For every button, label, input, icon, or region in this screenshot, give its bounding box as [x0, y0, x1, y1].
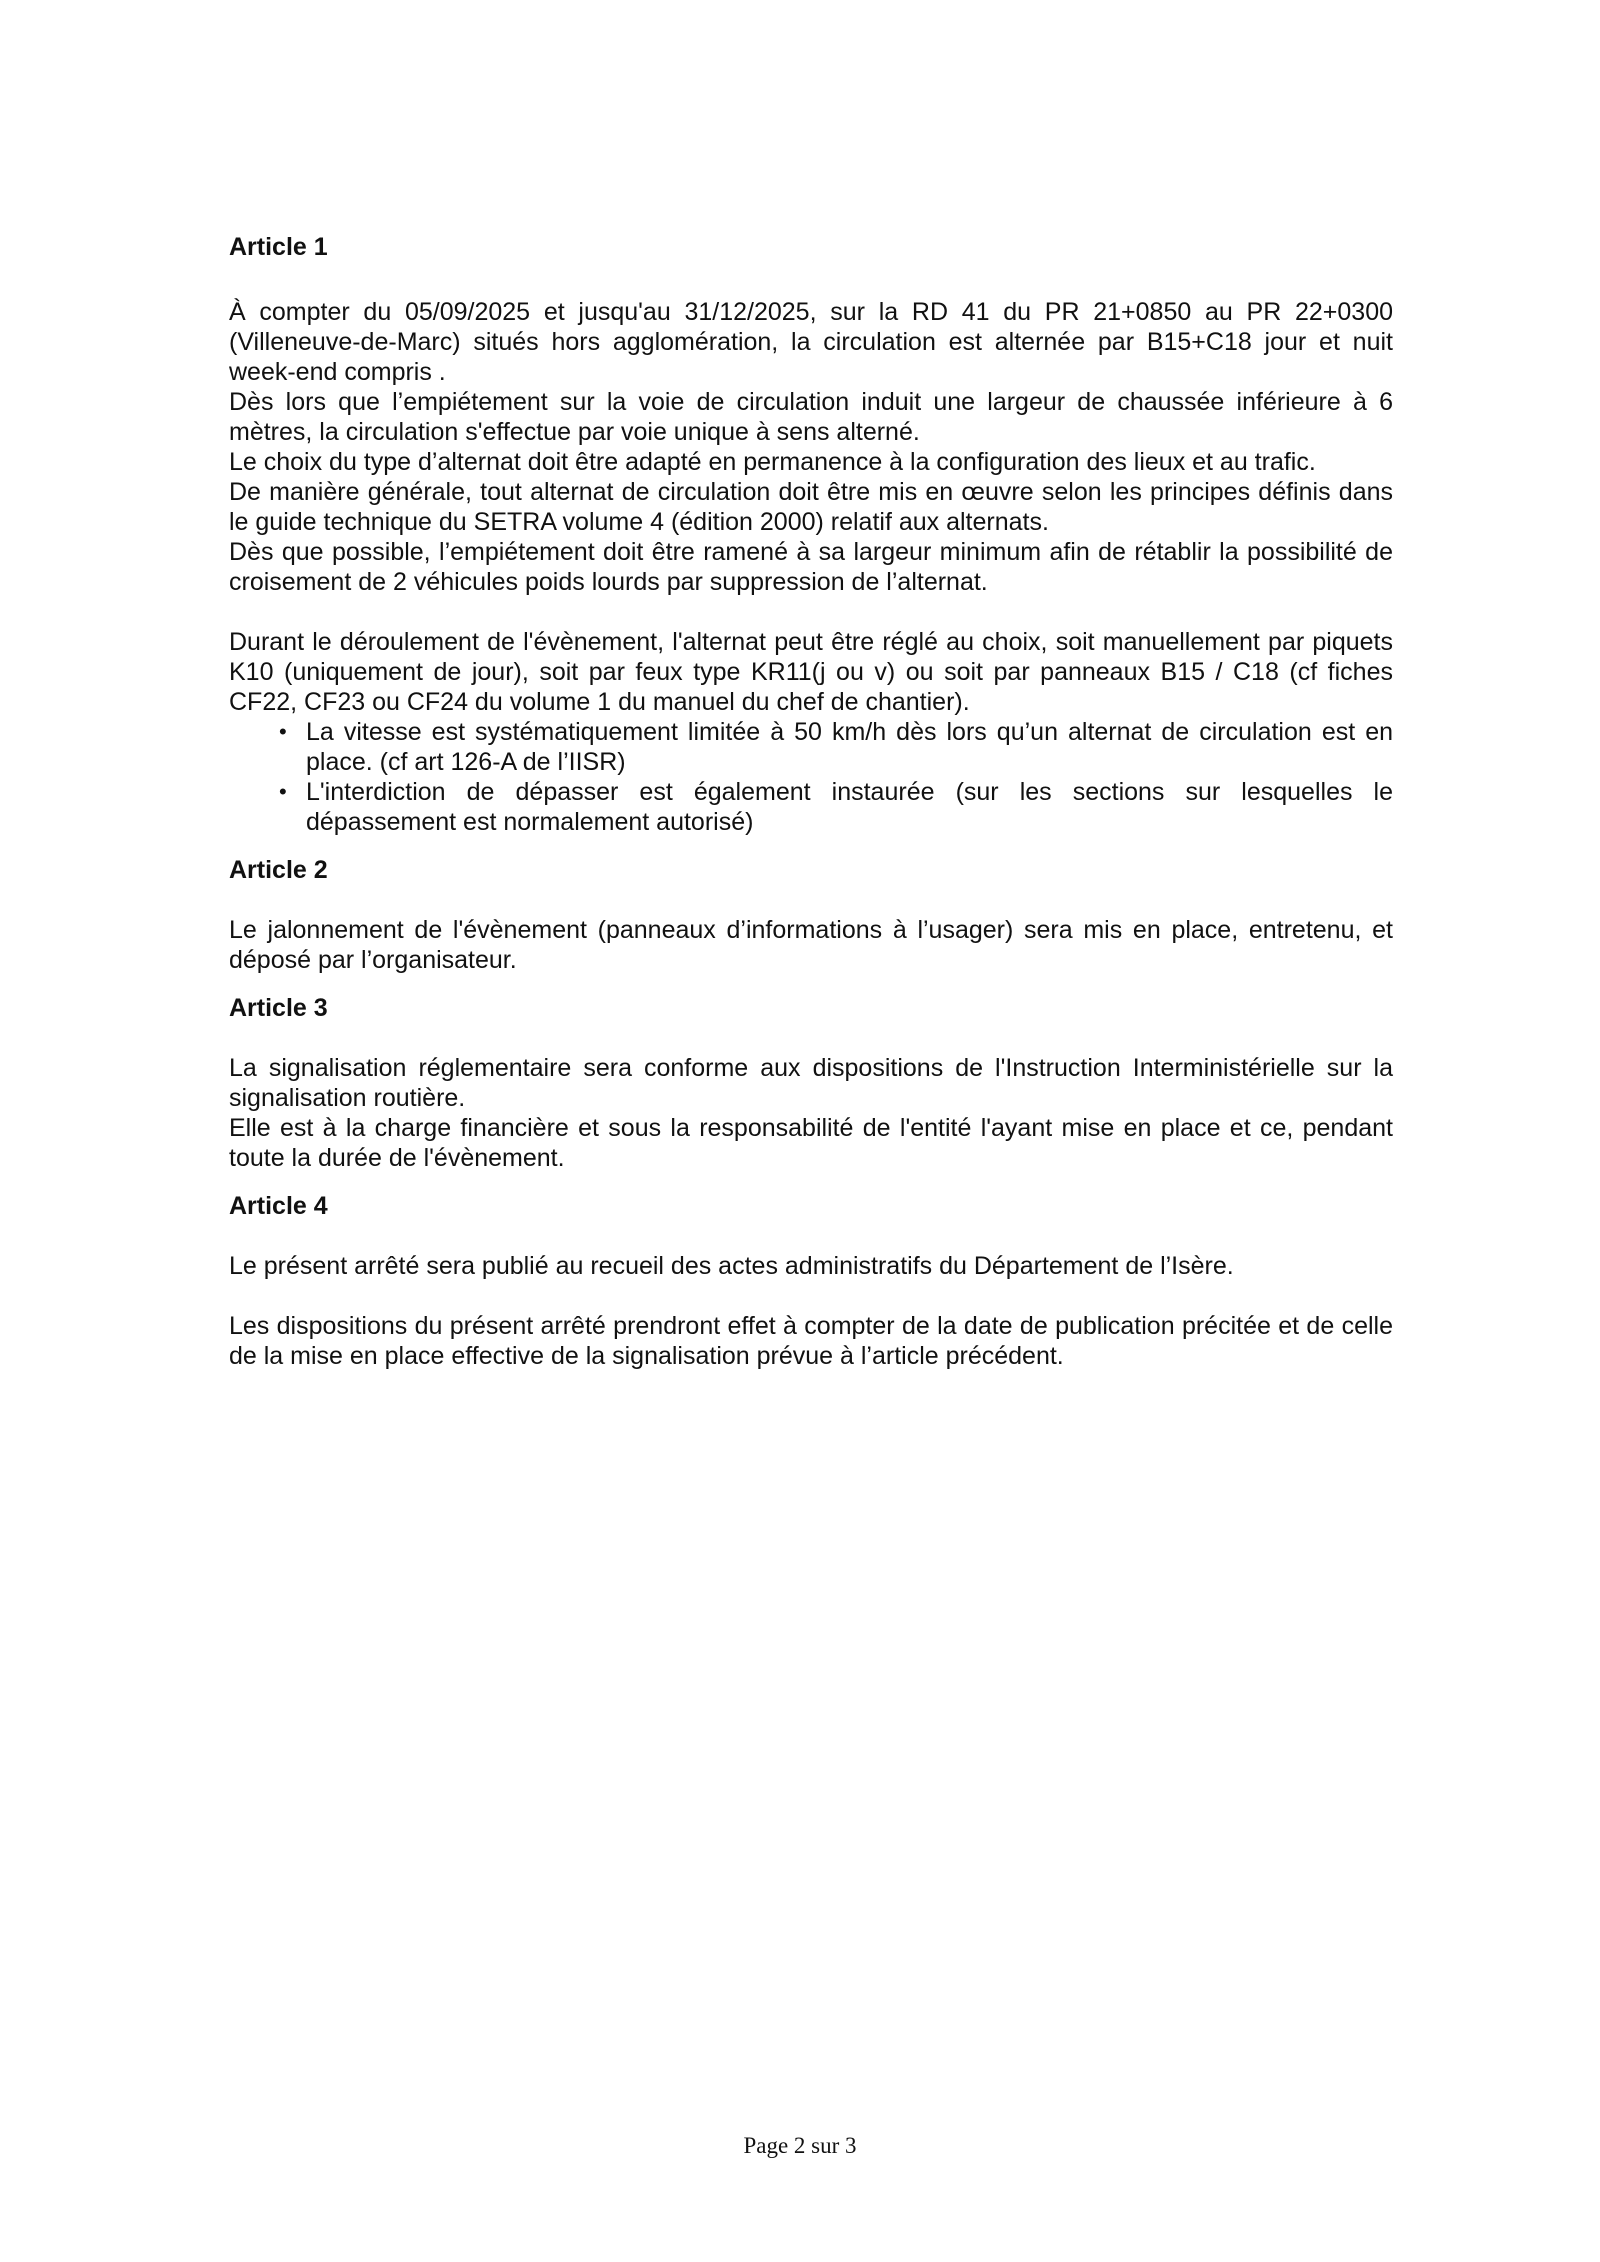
article-1-bullet-list [229, 717, 1393, 837]
article-1-paragraph-width: Dès lors que l’empiétement sur la voie de circulation induit une largeur de chaussée inférieure à 6 mètres, la circulation s'effectue par voie unique à sens alterné. [229, 388, 1393, 446]
page-number: Page 2 sur 3 [743, 2133, 857, 2158]
article-4-paragraph-publication: Le présent arrêté sera publié au recueil des actes administratifs du Département de l’Isère. [229, 1252, 1234, 1280]
article-1-paragraph-dates: À compter du 05/09/2025 et jusqu'au 31/12/2025, sur la RD 41 du PR 21+0850 au PR 22+0300 (Villeneuve-de-Marc) situés hors agglomération, la circulation est alternée par B15+C18 jour et nuit week-end compris . [229, 298, 1393, 386]
article-2-heading: Article 2 [229, 856, 328, 884]
list-item [273, 777, 1393, 837]
article-3-paragraph-responsibility: Elle est à la charge financière et sous la responsabilité de l'entité l'ayant mise en place et ce, pendant toute la durée de l'évènement. [229, 1114, 1393, 1172]
document-body [229, 232, 1393, 1371]
article-1-paragraph-choice: Le choix du type d’alternat doit être adapté en permanence à la configuration des lieux et au trafic. [229, 448, 1316, 476]
bullet-text-overtaking: L'interdiction de dépasser est également instaurée (sur les sections sur lesquelles le dépassement est normalement autorisé) [306, 778, 1393, 836]
article-3-paragraph-conformity: La signalisation réglementaire sera conforme aux dispositions de l'Instruction Interministérielle sur la signalisation routière. [229, 1054, 1393, 1112]
list-item [273, 717, 1393, 777]
article-1-paragraph-regulation: Durant le déroulement de l'évènement, l'alternat peut être réglé au choix, soit manuellement par piquets K10 (uniquement de jour), soit par feux type KR11(j ou v) ou soit par panneaux B15 / C18 (cf fiches CF22, CF23 ou CF24 du volume 1 du manuel du chef de chantier). [229, 628, 1393, 716]
article-1-paragraph-reduction: Dès que possible, l’empiétement doit être ramené à sa largeur minimum afin de rétablir la possibilité de croisement de 2 véhicules poids lourds par suppression de l’alternat. [229, 538, 1393, 596]
article-3-heading: Article 3 [229, 994, 328, 1022]
bullet-icon: • [279, 719, 287, 744]
article-4-heading: Article 4 [229, 1192, 328, 1220]
bullet-text-speed: La vitesse est systématiquement limitée à 50 km/h dès lors qu’un alternat de circulation est en place. (cf art 126-A de l’IISR) [306, 718, 1393, 776]
article-4-paragraph-effect: Les dispositions du présent arrêté prendront effet à compter de la date de publication précitée et de celle de la mise en place effective de la signalisation prévue à l’article précédent. [229, 1312, 1393, 1370]
article-1-heading: Article 1 [229, 233, 328, 261]
article-2-paragraph: Le jalonnement de l'évènement (panneaux d’informations à l’usager) sera mis en place, entretenu, et déposé par l’organisateur. [229, 916, 1393, 974]
bullet-icon: • [279, 779, 287, 804]
article-1-paragraph-principles: De manière générale, tout alternat de circulation doit être mis en œuvre selon les principes définis dans le guide technique du SETRA volume 4 (édition 2000) relatif aux alternats. [229, 478, 1393, 536]
